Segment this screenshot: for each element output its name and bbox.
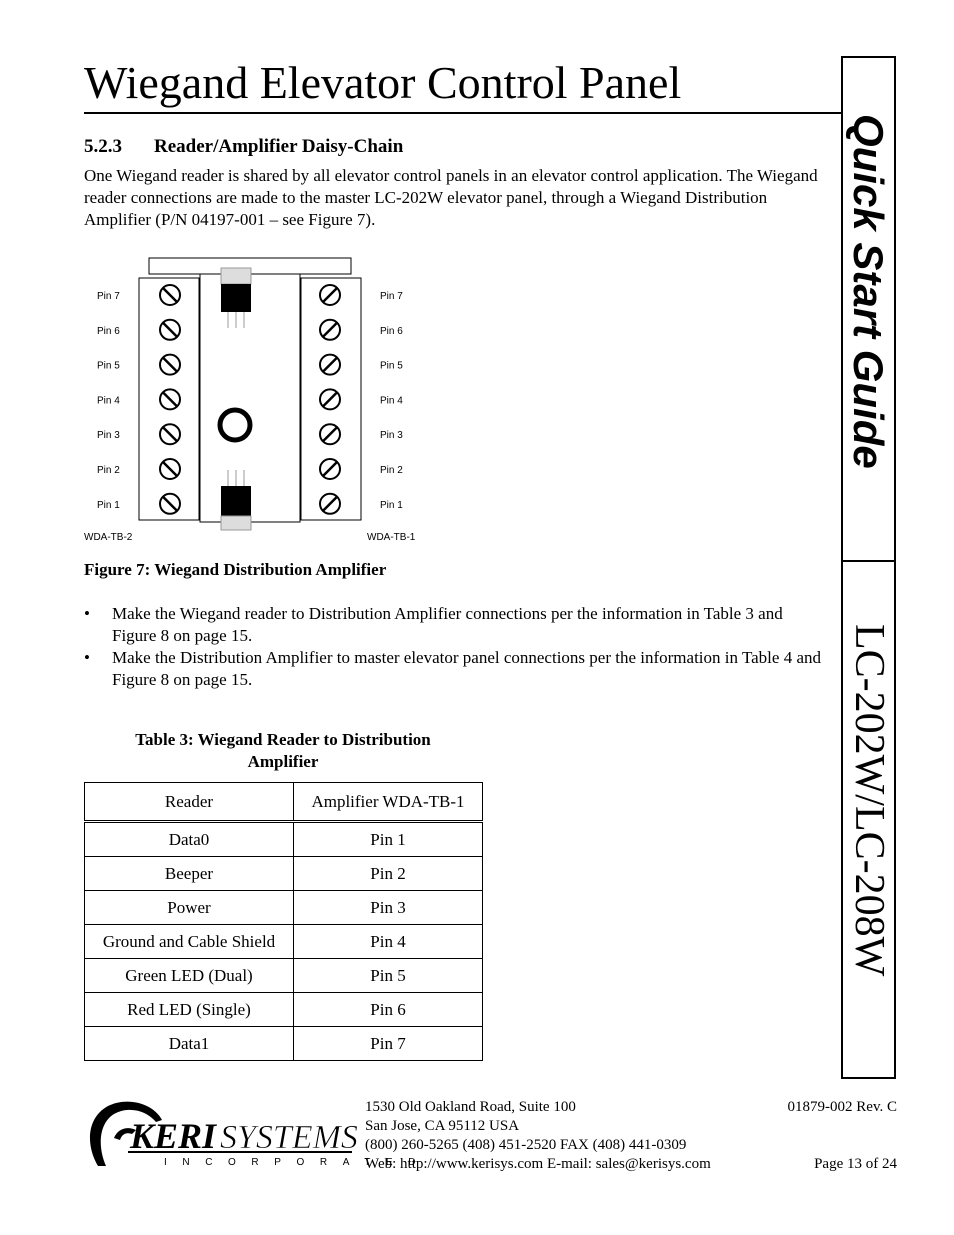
screw-icon (160, 424, 180, 444)
list-item: • Make the Distribution Amplifier to master elevator panel connections per the information in Table 4 and Figure 8 on page 15. (84, 648, 821, 689)
table-row (85, 1027, 483, 1061)
figure-caption: Figure 7: Wiegand Distribution Amplifier (84, 560, 387, 579)
section-title: Reader/Amplifier Daisy-Chain (154, 136, 404, 157)
bullet-icon: • (84, 604, 90, 623)
footer-page-number: Page 13 of 24 (814, 1156, 897, 1172)
pin-label: Pin 2 (380, 465, 403, 476)
title-rule (84, 112, 842, 114)
screw-icon (160, 494, 180, 514)
pin-label: Pin 2 (97, 465, 120, 476)
table-header-row (85, 783, 483, 822)
pin-label: Pin 7 (97, 291, 120, 302)
table-cell: Green LED (Dual) (85, 959, 294, 993)
footer-address-line2: San Jose, CA 95112 USA (365, 1118, 520, 1134)
screw-icon (320, 389, 340, 409)
table-cell: Pin 6 (294, 993, 483, 1027)
pin-label: Pin 6 (97, 325, 120, 337)
footer-web-email: Web: http://www.kerisys.com E-mail: sales@kerisys.com (365, 1156, 711, 1172)
screw-icon (160, 355, 180, 375)
screw-icon (160, 285, 180, 305)
table-cell: Power (85, 891, 294, 925)
regulator-bottom-tab (221, 516, 251, 530)
section-number: 5.2.3 (84, 136, 122, 157)
table-cell: Ground and Cable Shield (85, 925, 294, 959)
table-row (85, 993, 483, 1027)
pin-label: Pin 4 (380, 395, 403, 407)
mounting-hole-icon (220, 410, 250, 440)
table-cell: Pin 2 (294, 857, 483, 891)
footer-doc-number: 01879-002 Rev. C (787, 1099, 897, 1115)
amplifier-diagram (84, 256, 424, 546)
footer-address-line1: 1530 Old Oakland Road, Suite 100 (365, 1099, 576, 1115)
table-cell: Beeper (85, 857, 294, 891)
screw-icon (160, 320, 180, 340)
table-cell: Red LED (Single) (85, 993, 294, 1027)
intro-paragraph: One Wiegand reader is shared by all elevator control panels in an elevator control application. The Wiegand reader connections are made to the master LC-202W elevator panel, through a Wiegand Distribution Amplifier (P/N 04197-001 – see Figure 7). (84, 166, 818, 229)
sidebar-guide-label: Quick Start Guide (845, 114, 892, 469)
screw-icon (320, 320, 340, 340)
svg-text:INCORPORATED: INCORPORATED (164, 1157, 432, 1168)
left-block-label: WDA-TB-2 (84, 532, 133, 543)
pin-label: Pin 1 (380, 499, 403, 511)
table-cell: Pin 1 (294, 822, 483, 857)
bullet-icon: • (84, 648, 90, 667)
pin-label: Pin 1 (97, 499, 120, 511)
table-cell: Pin 7 (294, 1027, 483, 1061)
table-header-cell: Reader (85, 783, 294, 822)
sidebar-divider (841, 560, 896, 562)
table-cell: Pin 4 (294, 925, 483, 959)
footer-phone: (800) 260-5265 (408) 451-2520 FAX (408) 441-0309 (365, 1137, 687, 1153)
wiring-table (84, 782, 483, 1061)
screw-icon (320, 285, 340, 305)
table-cell: Data0 (85, 822, 294, 857)
pin-label: Pin 4 (97, 395, 120, 407)
table-cell: Data1 (85, 1027, 294, 1061)
regulator-top-body (221, 284, 251, 312)
pin-label: Pin 5 (97, 360, 120, 372)
table-cell: Pin 5 (294, 959, 483, 993)
table-cell: Pin 3 (294, 891, 483, 925)
screw-icon (320, 424, 340, 444)
table-row (85, 822, 483, 857)
screw-icon (320, 355, 340, 375)
section-heading (84, 136, 403, 158)
pin-label: Pin 3 (97, 430, 120, 442)
page-title: Wiegand Elevator Control Panel (84, 57, 682, 108)
table-header-cell: Amplifier WDA-TB-1 (294, 783, 483, 822)
svg-text:SYSTEMS: SYSTEMS (220, 1119, 358, 1156)
screw-icon (320, 459, 340, 479)
screw-icon (160, 389, 180, 409)
pin-label: Pin 6 (380, 325, 403, 337)
right-block-label: WDA-TB-1 (367, 532, 416, 543)
sidebar-model-label: LC-202W/LC-208W (846, 624, 892, 977)
kerisystems-logo (84, 1098, 432, 1170)
pin-label: Pin 7 (380, 291, 403, 302)
bullet-list (84, 603, 829, 691)
screw-icon (160, 459, 180, 479)
regulator-top-tab (221, 268, 251, 284)
table-caption: Table 3: Wiegand Reader to Distribution Amplifier (135, 730, 431, 771)
table-row (85, 925, 483, 959)
list-item: • Make the Wiegand reader to Distribution Amplifier connections per the information in Table 3 and Figure 8 on page 15. (84, 604, 783, 645)
regulator-bottom-body (221, 486, 251, 516)
screw-icon (320, 494, 340, 514)
table-row (85, 857, 483, 891)
pin-label: Pin 5 (380, 360, 403, 372)
table-row (85, 959, 483, 993)
svg-text:KERI: KERI (130, 1116, 217, 1156)
pin-label: Pin 3 (380, 430, 403, 442)
table-row (85, 891, 483, 925)
